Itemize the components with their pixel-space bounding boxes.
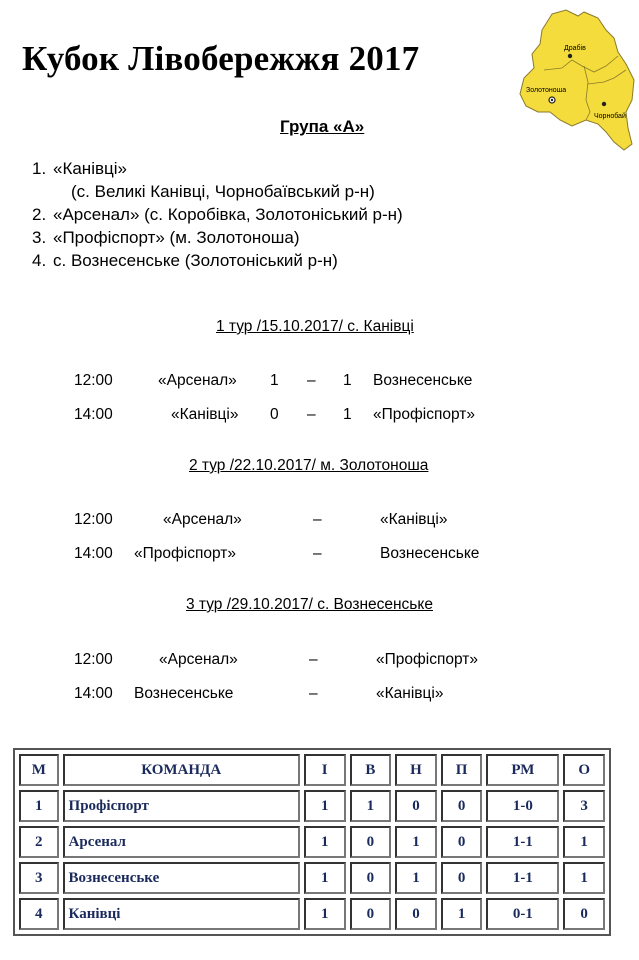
match-time: 12:00 <box>74 651 113 668</box>
table-row: 3 Вознесенське 1 0 1 0 1-1 1 <box>19 862 605 894</box>
map-city-dot-3 <box>602 102 606 106</box>
match-row <box>0 651 639 671</box>
match-time: 12:00 <box>74 372 113 389</box>
match-away: «Канівці» <box>376 685 444 702</box>
match-home: Вознесенське <box>134 685 234 702</box>
list-item: 1. «Канівці» <box>32 159 127 178</box>
list-item: 4. с. Вознесенське (Золотоніський р-н) <box>32 251 338 270</box>
match-away: Вознесенське <box>380 545 480 562</box>
header-team: КОМАНДА <box>63 754 300 786</box>
match-home-score: 0 <box>270 406 279 423</box>
match-away: Вознесенське <box>373 372 473 389</box>
match-home: «Арсенал» <box>158 372 237 389</box>
match-home: «Арсенал» <box>159 651 238 668</box>
match-dash: – <box>307 406 316 423</box>
match-time: 14:00 <box>74 406 113 423</box>
match-row <box>0 545 639 565</box>
header-won: В <box>350 754 392 786</box>
match-away-score: 1 <box>343 372 352 389</box>
match-away: «Профіспорт» <box>376 651 478 668</box>
match-home: «Канівці» <box>171 406 239 423</box>
region-map <box>514 8 636 154</box>
match-dash: – <box>313 545 322 562</box>
match-time: 14:00 <box>74 685 113 702</box>
match-home-score: 1 <box>270 372 279 389</box>
map-city-dot-2-inner <box>551 99 553 101</box>
match-time: 14:00 <box>74 545 113 562</box>
table-row: 2 Арсенал 1 0 1 0 1-1 1 <box>19 826 605 858</box>
list-item: 3. «Профіспорт» (м. Золотоноша) <box>32 228 300 247</box>
page-title: Кубок Лівобережжя 2017 <box>22 39 420 78</box>
standings-table <box>13 748 611 936</box>
match-dash: – <box>307 372 316 389</box>
table-header-row <box>19 754 605 786</box>
header-place: М <box>19 754 59 786</box>
match-dash: – <box>309 685 318 702</box>
map-region-shape <box>520 10 634 150</box>
match-away: «Канівці» <box>380 511 448 528</box>
match-home: «Профіспорт» <box>134 545 236 562</box>
match-home: «Арсенал» <box>163 511 242 528</box>
map-label-drabiv: Драбів <box>564 45 586 52</box>
match-away: «Профіспорт» <box>373 406 475 423</box>
round-2-heading: 2 тур /22.10.2017/ м. Золотоноша <box>189 457 429 474</box>
header-goals: РМ <box>486 754 559 786</box>
match-row <box>0 406 639 426</box>
match-dash: – <box>313 511 322 528</box>
map-city-dot-1 <box>568 54 572 58</box>
map-label-zolotonosha: Золотоноша <box>526 87 567 94</box>
round-3-heading: 3 тур /29.10.2017/ с. Вознесенське <box>186 596 433 613</box>
header-drawn: Н <box>395 754 437 786</box>
match-row <box>0 511 639 531</box>
table-row: 4 Канівці 1 0 0 1 0-1 0 <box>19 898 605 930</box>
teams-list <box>32 157 403 272</box>
list-item-subtext: (с. Великі Канівці, Чорнобаївський р-н) <box>71 182 375 201</box>
header-points: О <box>563 754 605 786</box>
header-played: І <box>304 754 346 786</box>
list-item: 2. «Арсенал» (с. Коробівка, Золотоніський р-н) <box>32 205 403 224</box>
round-1-heading: 1 тур /15.10.2017/ с. Канівці <box>216 318 414 335</box>
match-dash: – <box>309 651 318 668</box>
match-away-score: 1 <box>343 406 352 423</box>
table-row: 1 Профіспорт 1 1 0 0 1-0 3 <box>19 790 605 822</box>
match-time: 12:00 <box>74 511 113 528</box>
header-lost: П <box>441 754 483 786</box>
map-label-chornobai: Чорнобай <box>594 113 626 120</box>
group-heading: Група «А» <box>280 117 365 136</box>
match-row <box>0 372 639 392</box>
match-row <box>0 685 639 705</box>
